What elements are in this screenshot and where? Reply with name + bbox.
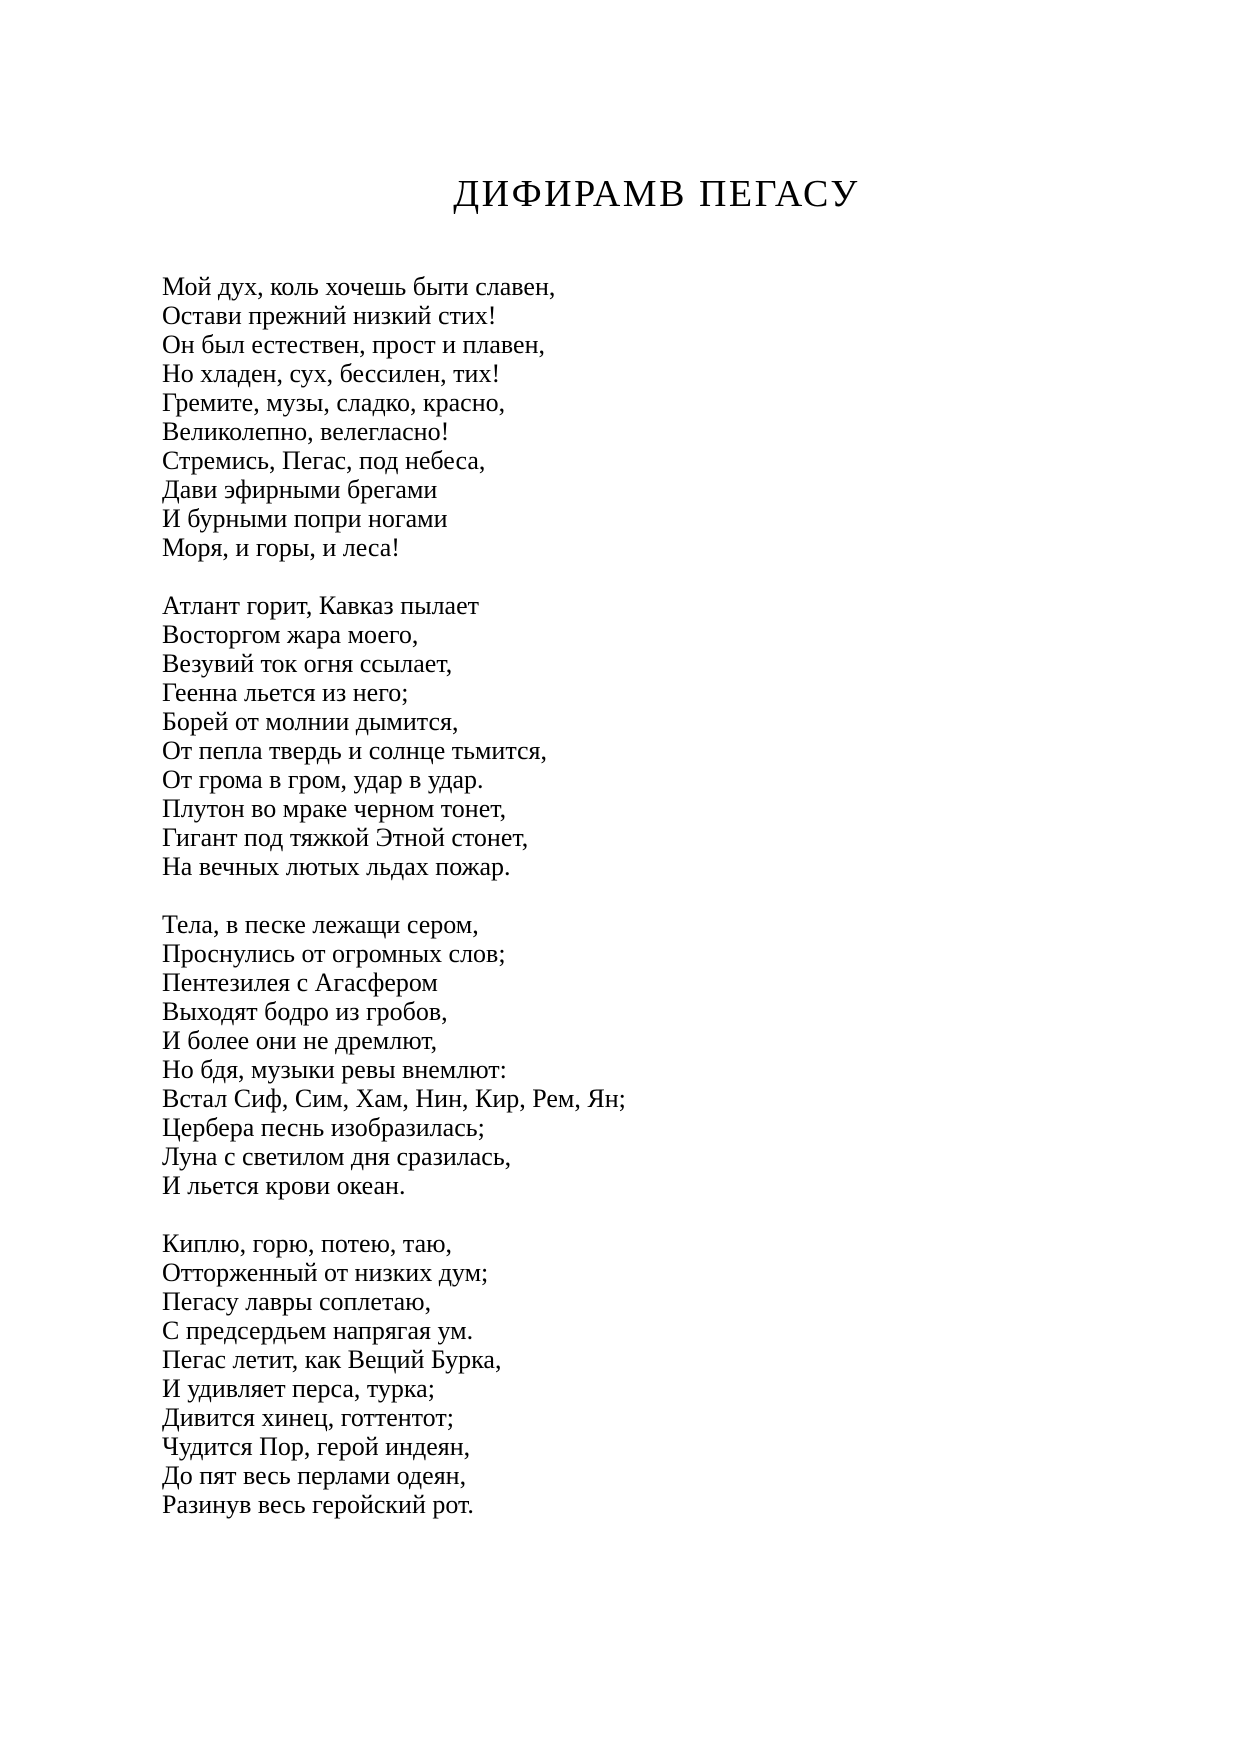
poem-line: Везувий ток огня ссылает, (162, 649, 453, 678)
poem-line: Дави эфирными брегами (162, 475, 438, 504)
stanza (162, 910, 1241, 1200)
poem-line: Гремите, музы, сладко, красно, (162, 388, 506, 417)
poem-line: Проснулись от огромных слов; (162, 939, 506, 968)
poem-line: От пепла твердь и солнце тьмится, (162, 736, 548, 765)
poem-line: И удивляет перса, турка; (162, 1374, 435, 1403)
poem-line: Встал Сиф, Сим, Хам, Нин, Кир, Рем, Ян; (162, 1084, 626, 1113)
poem-line: Моря, и горы, и леса! (162, 533, 400, 562)
poem-line: До пят весь перлами одеян, (162, 1461, 467, 1490)
poem-line: Он был естествен, прост и плавен, (162, 330, 546, 359)
poem-line: Дивится хинец, готтентот; (162, 1403, 454, 1432)
poem-line: Пегасу лавры соплетаю, (162, 1287, 432, 1316)
poem-line: Выходят бодро из гробов, (162, 997, 448, 1026)
stanza (162, 591, 1241, 881)
poem-line: Гигант под тяжкой Этной стонет, (162, 823, 529, 852)
stanza (162, 272, 1241, 562)
poem-line: И бурными попри ногами (162, 504, 448, 533)
poem-line: Пегас летит, как Вещий Бурка, (162, 1345, 502, 1374)
poem-line: Киплю, горю, потею, таю, (162, 1229, 453, 1258)
poem-line: От грома в гром, удар в удар. (162, 765, 484, 794)
poem-line: Но бдя, музыки ревы внемлют: (162, 1055, 507, 1084)
poem-line: Борей от молнии дымится, (162, 707, 459, 736)
poem-line: Мой дух, коль хочешь быти славен, (162, 272, 556, 301)
poem-line: И льется крови океан. (162, 1171, 406, 1200)
poem-line: Цербера песнь изобразилась; (162, 1113, 485, 1142)
poem-line: На вечных лютых льдах пожар. (162, 852, 511, 881)
poem-title: ДИФИРАМВ ПЕГАСУ (453, 173, 860, 215)
poem-line: Отторженный от низких дум; (162, 1258, 489, 1287)
poem-line: Геенна льется из него; (162, 678, 409, 707)
poem-line: Великолепно, велегласно! (162, 417, 450, 446)
poem-body (162, 272, 1241, 1519)
poem-line: Тела, в песке лежащи сером, (162, 910, 479, 939)
poem-line: Чудится Пор, герой индеян, (162, 1432, 471, 1461)
poem-line: Разинув весь геройский рот. (162, 1490, 474, 1519)
poem-line: Атлант горит, Кавказ пылает (162, 591, 479, 620)
poem-line: И более они не дремлют, (162, 1026, 438, 1055)
poem-line: Восторгом жара моего, (162, 620, 419, 649)
poem-line: Плутон во мраке черном тонет, (162, 794, 507, 823)
poem-line: Но хладен, сух, бессилен, тих! (162, 359, 501, 388)
stanza (162, 1229, 1241, 1519)
poem-line: Стремись, Пегас, под небеса, (162, 446, 486, 475)
poem-line: Пентезилея с Агасфером (162, 968, 438, 997)
poem-line: Остави прежний низкий стих! (162, 301, 497, 330)
poem-line: С предсердьем напрягая ум. (162, 1316, 474, 1345)
poem-line: Луна с светилом дня сразилась, (162, 1142, 512, 1171)
